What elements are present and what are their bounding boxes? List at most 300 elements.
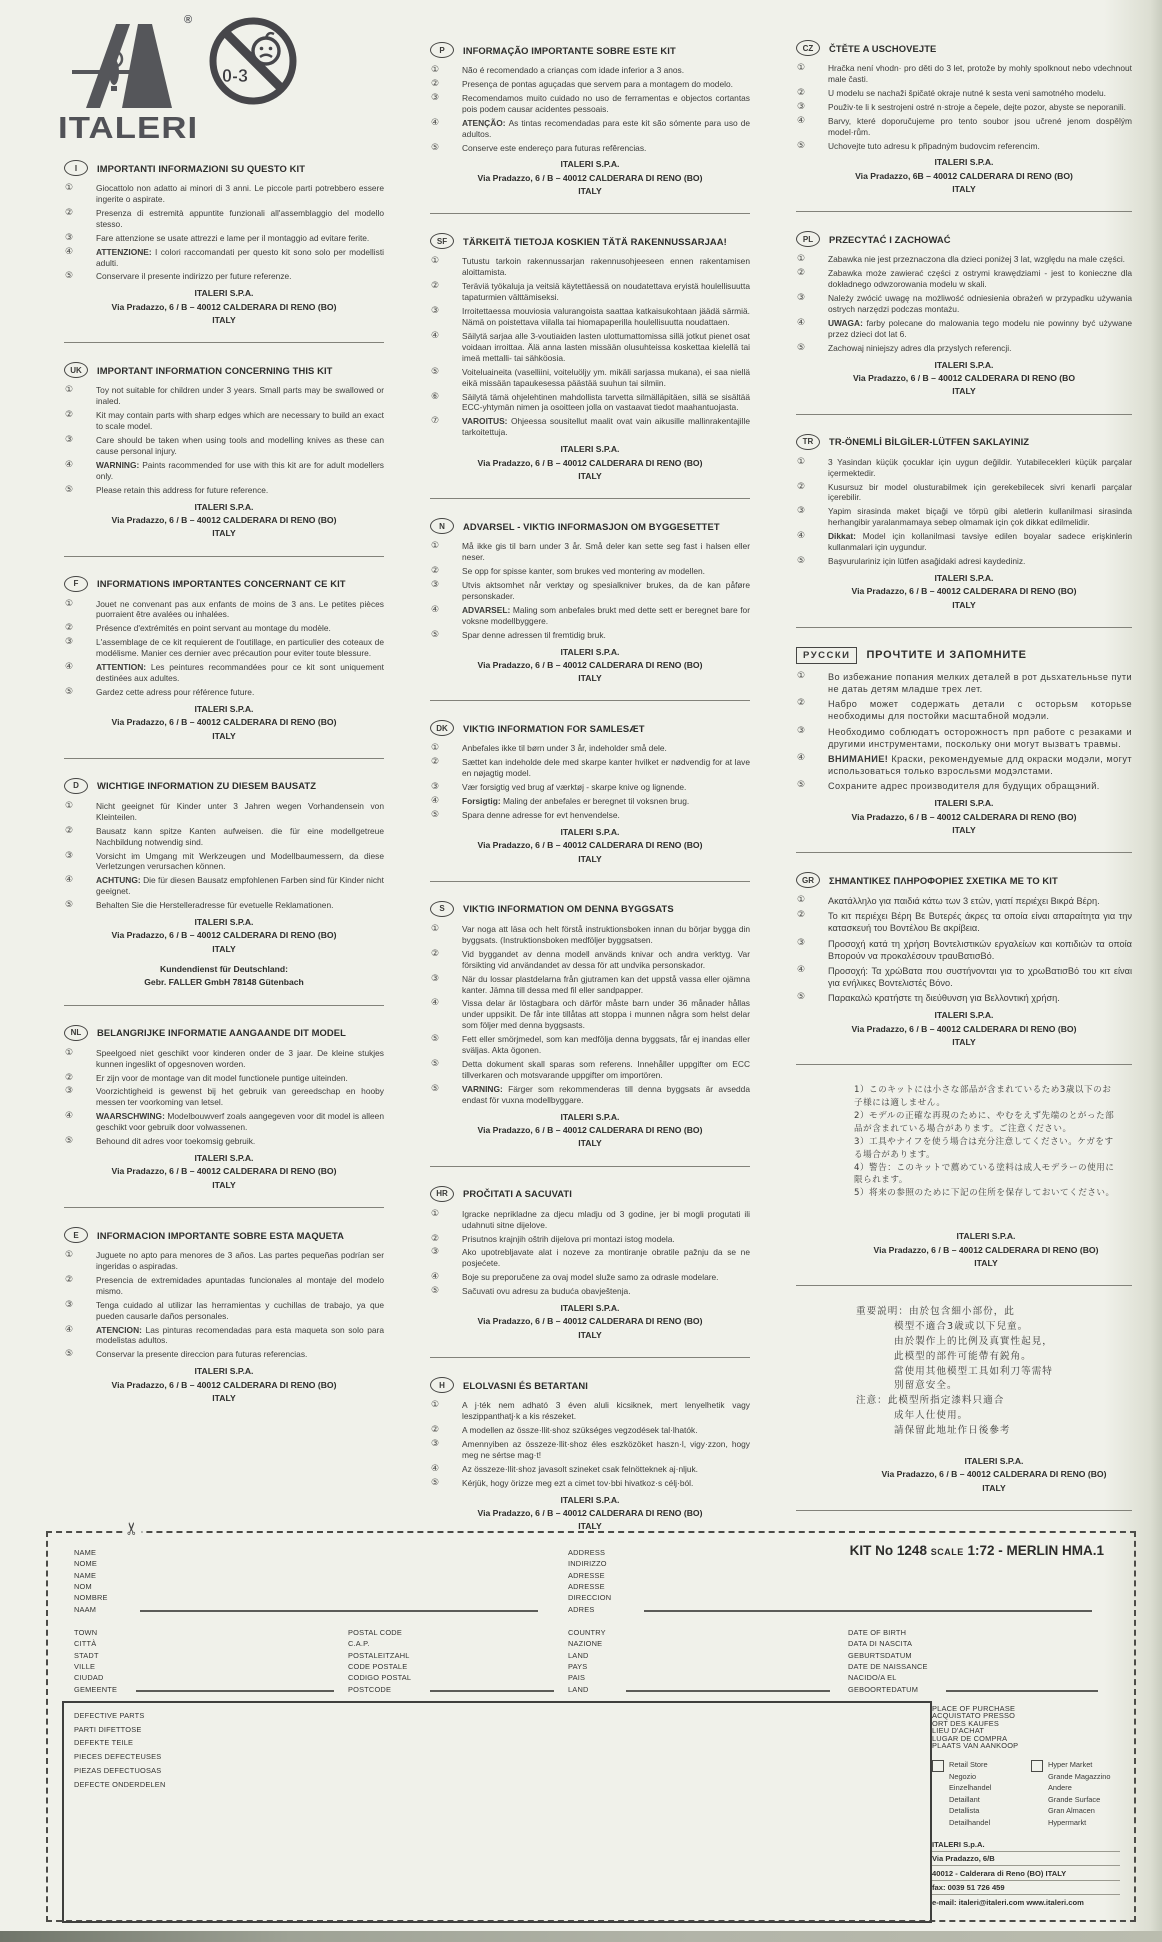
address-line: ITALERI S.P.A. xyxy=(194,1366,254,1377)
item-text: VAROITUS: Ohjeessa sousitellut maalit ovat vain aikusille mallinrakentajille tarkoitettuja. xyxy=(462,416,750,438)
lang-section-uk xyxy=(64,362,384,540)
instruction-item xyxy=(430,1209,750,1231)
text-line: 重要説明：由於包含細小部份，此 xyxy=(856,1306,1015,1318)
instruction-item xyxy=(796,698,1132,722)
lang-section-n xyxy=(430,518,750,685)
instruction-item xyxy=(796,895,1132,907)
town-field-group xyxy=(74,1629,340,1693)
instruction-item xyxy=(64,1325,384,1347)
company-info-line: fax: 0039 51 726 459 xyxy=(932,1880,1120,1895)
item-text: WAARSCHWING: Modelbouwverf zoals aangegeven voor dit model is alleen geschikt voor gebruik door volwassenen. xyxy=(96,1111,384,1133)
instruction-item xyxy=(430,743,750,754)
postal-code-labels xyxy=(348,1629,560,1693)
item-number: ④ xyxy=(65,459,74,470)
item-number: ⑦ xyxy=(431,416,440,427)
section-divider xyxy=(430,213,750,214)
instruction-item xyxy=(796,671,1132,695)
hyper-market-checkbox[interactable] xyxy=(1031,1760,1043,1772)
address-line: ITALERI S.P.A. xyxy=(964,1455,1024,1466)
instruction-item xyxy=(430,810,750,821)
item-text: Сохраните адрес производителя для будущих обращэний. xyxy=(828,781,1100,792)
lang-section-h xyxy=(430,1377,750,1533)
address-input-line[interactable] xyxy=(644,1610,1092,1612)
item-text: Nicht geeignet für Kinder unter 3 Jahren wegen Vorhandensein von Kleinteilen. xyxy=(96,800,384,822)
item-text: Amennyiben az összeze·llit·shoz éles eszközöket haszn·l, vigy·zzon, hogy meg ne sértse mag·t! xyxy=(462,1438,750,1460)
text-line: 別留意安全。 xyxy=(894,1380,958,1392)
instruction-item xyxy=(430,392,750,414)
address-block xyxy=(430,1494,750,1534)
item-number: ④ xyxy=(65,1111,74,1122)
instruction-item xyxy=(430,630,750,641)
item-number: ⑤ xyxy=(65,900,74,911)
item-number: ④ xyxy=(65,662,74,673)
item-text: Anbefales ikke til børn under 3 år, indeholder små dele. xyxy=(462,743,667,754)
defective-parts-label: PIEZAS DEFECTUOSAS xyxy=(74,1765,162,1775)
item-number: ⑤ xyxy=(797,992,806,1003)
instruction-item xyxy=(64,271,384,282)
item-number: ② xyxy=(431,1424,440,1435)
item-number: ① xyxy=(431,65,440,75)
item-number: ④ xyxy=(797,318,806,328)
address-block xyxy=(430,1111,750,1151)
address-line: Via Pradazzo, 6 / B – 40012 CALDERARA DI RENO (BO) xyxy=(477,659,703,670)
purchase-options xyxy=(932,1759,1120,1828)
address-line: Via Pradazzo, 6 / B – 40012 CALDERARA DI RENO (BO) xyxy=(477,840,703,851)
instruction-item xyxy=(430,256,750,278)
item-number: ① xyxy=(65,385,74,396)
address-line: ITALERI S.P.A. xyxy=(560,1303,620,1314)
item-number: ① xyxy=(65,1250,74,1261)
address-line: Via Pradazzo, 6 / B – 40012 CALDERARA DI RENO (BO) xyxy=(873,1244,1099,1255)
instruction-item xyxy=(64,662,384,684)
address-line: ITALERI S.P.A. xyxy=(956,1231,1016,1242)
item-text: Použiv·te li k sestrojeni ostré n·stroje a čepele, dejte pozor, abyste se neporanili. xyxy=(828,101,1126,112)
item-number: ④ xyxy=(431,117,440,128)
item-text: Er zijn voor de montage van dit model functionele puntige uiteinden. xyxy=(96,1072,348,1083)
place-of-purchase-label: LIEU D'ACHAT xyxy=(932,1726,985,1736)
language-badge: H xyxy=(430,1377,454,1393)
section-header xyxy=(430,518,750,534)
address-line: ITALERI S.P.A. xyxy=(934,359,994,370)
item-text: När du lossar plastdelarna från gjutramen kan det uppstå vassa eller ojämna kanter. Jämna till dessa med fil eller sandpapper. xyxy=(462,973,750,995)
item-text: Yapim sirasinda maket biçaği ve törpü gibi aletlerin kullanilmasi sirasinda herhangibir yaralanmamaya sebep olmamak için çok dikkat edilmelidir. xyxy=(828,506,1132,528)
instruction-item xyxy=(64,623,384,634)
item-number: ② xyxy=(797,698,806,709)
item-text: WARNING: Paints racommended for use with this kit are for adult modellers only. xyxy=(96,459,384,481)
address-block xyxy=(64,916,384,956)
address-line: ITALY xyxy=(578,1329,602,1340)
town-label: STADT xyxy=(74,1650,99,1660)
instruction-item xyxy=(430,974,750,996)
section-divider xyxy=(64,758,384,759)
instruction-item xyxy=(64,1086,384,1108)
language-badge: SF xyxy=(430,233,454,249)
item-number: ④ xyxy=(797,752,806,763)
language-badge: UK xyxy=(64,362,88,378)
item-text: ACHTUNG: Die für diesen Bausatz empfohlenen Farben sind für Kinder nicht geeignet. xyxy=(96,875,384,897)
item-number: ③ xyxy=(797,725,806,736)
scissors-cut-icon: ✂ xyxy=(122,1521,143,1536)
item-number: ① xyxy=(797,670,806,681)
item-text: Conserve este endereço para futuras refêrencias. xyxy=(462,142,647,153)
instruction-item xyxy=(430,1464,750,1475)
address-labels xyxy=(568,1549,1096,1613)
address-line: Via Pradazzo, 6 / B – 40012 CALDERARA DI RENO (BO) xyxy=(851,586,1077,597)
country-field-group xyxy=(568,1629,836,1693)
place-of-purchase-labels xyxy=(932,1705,1120,1749)
instruction-item xyxy=(64,1136,384,1147)
instruction-item xyxy=(64,1250,384,1272)
address-line: Via Pradazzo, 6 / B – 40012 CALDERARA DI RENO (BO) xyxy=(111,1166,337,1177)
instruction-item xyxy=(430,281,750,303)
defective-parts-label: PIECES DEFECTEUSES xyxy=(74,1752,162,1762)
item-number: ⑤ xyxy=(797,556,806,567)
language-badge: РУССКИ xyxy=(796,647,857,664)
section-header xyxy=(430,233,750,249)
item-number: ③ xyxy=(797,101,806,112)
language-badge: DK xyxy=(430,720,454,736)
lang-section-gr xyxy=(796,872,1132,1049)
item-number: ④ xyxy=(431,796,440,807)
retail-store-option xyxy=(932,1759,1021,1828)
retail-store-label: Detaillant xyxy=(949,1794,980,1804)
language-badge: GR xyxy=(796,872,820,888)
instruction-item xyxy=(430,1272,750,1283)
lang-section-tr xyxy=(796,434,1132,612)
town-input-line[interactable] xyxy=(136,1690,334,1692)
address-line: Via Pradazzo, 6 / B – 40012 CALDERARA DI RENO (BO) xyxy=(851,1023,1077,1034)
item-text: ВНИМАНИЕ! Краски, рекомендуемые длд окраски модэли, могут использоваться только взросльѕми модэлстами. xyxy=(828,753,1132,776)
item-number: ⑤ xyxy=(431,1286,440,1297)
hyper-market-label: Gran Almacen xyxy=(1048,1806,1095,1816)
item-number: ② xyxy=(797,87,806,98)
address-block xyxy=(430,443,750,483)
hyper-market-label: Grande Magazzino xyxy=(1048,1771,1111,1781)
section-divider xyxy=(430,881,750,882)
item-number: ⑤ xyxy=(65,687,74,697)
address-block xyxy=(854,1230,1118,1270)
section-divider xyxy=(64,1005,384,1006)
address-block xyxy=(430,826,750,866)
item-text: ATTENTION: Les peintures recommandées pour ce kit sont uniquement destinées aux adultes. xyxy=(96,662,384,684)
item-number: ① xyxy=(431,256,440,267)
instruction-item xyxy=(64,460,384,482)
date-of-birth-label: NACIDO/A EL xyxy=(848,1673,897,1683)
lang-section-cz xyxy=(796,40,1132,196)
item-text: Zabawka może zawierać części z ostrymi krawędziami - jest to konieczne dla dokładnego odwzorowania modelu w skali. xyxy=(828,268,1132,290)
section-divider xyxy=(796,627,1132,628)
address-line: ITALY xyxy=(212,1392,236,1403)
lang-section-ru xyxy=(796,647,1132,837)
date-of-birth-label: DATE DE NAISSANCE xyxy=(848,1661,928,1671)
lang-section-dk xyxy=(430,720,750,865)
kit-scale-word: SCALE xyxy=(930,1547,964,1557)
postal-code-label: CODIGO POSTAL xyxy=(348,1673,412,1683)
instruction-item xyxy=(796,343,1132,354)
item-text: Gardez cette adress pour référence future. xyxy=(96,687,255,697)
name-label: NAAM xyxy=(74,1604,97,1614)
item-number: ② xyxy=(65,207,74,218)
item-text: Conservar la presente direccion para futuras referencias. xyxy=(96,1349,308,1360)
item-number: ④ xyxy=(431,1272,440,1283)
address-label: ADDRESS xyxy=(568,1548,606,1557)
section-divider xyxy=(796,414,1132,415)
item-number: ④ xyxy=(431,1463,440,1474)
address-label: ADRES xyxy=(568,1604,595,1614)
section-title: ПРОЧТИТЕ И ЗАПОМНИТЕ xyxy=(866,649,1027,662)
item-number: ③ xyxy=(431,306,440,317)
instruction-item xyxy=(796,992,1132,1004)
address-line: ITALERI S.P.A. xyxy=(560,444,620,455)
company-info-line: ITALERI S.p.A. xyxy=(932,1839,985,1849)
item-text: Uchovejte tuto adresu k připadným budovcim referencim. xyxy=(828,140,1040,151)
section-header xyxy=(430,901,750,917)
instruction-item xyxy=(64,1349,384,1360)
section-header xyxy=(64,576,384,592)
item-number: ⑤ xyxy=(797,140,806,151)
item-number: ① xyxy=(797,254,806,265)
instruction-item xyxy=(796,556,1132,567)
item-number: ③ xyxy=(65,1086,74,1097)
address-line: ITALY xyxy=(952,386,976,397)
postal-code-input-line[interactable] xyxy=(430,1690,554,1692)
hyper-market-labels xyxy=(1048,1759,1110,1828)
address-line: ITALY xyxy=(952,824,976,835)
section-divider xyxy=(796,1064,1132,1065)
address-line: ITALY xyxy=(578,186,602,197)
section-title: INFORMACION IMPORTANTE SOBRE ESTA MAQUETA xyxy=(97,1229,344,1241)
date-of-birth-label: GEBURTSDATUM xyxy=(848,1650,912,1660)
item-number: ③ xyxy=(797,506,806,517)
instruction-item xyxy=(430,1478,750,1489)
retail-store-label: Retail Store xyxy=(949,1760,988,1770)
lang-section-p xyxy=(430,42,750,198)
item-number: ⑤ xyxy=(797,342,806,353)
language-badge: HR xyxy=(430,1186,454,1202)
section-title: PRZECYTAĆ I ZACHOWAĆ xyxy=(829,233,951,245)
address-line: Via Pradazzo, 6 / B – 40012 CALDERARA DI RENO (BO) xyxy=(477,1507,703,1518)
item-text: Το κιτ περιέχει Βέρη Βε Βυτερές άκρες τα οποία είναι απαραίτητα για την κατασκευή του Βοντέλου Βε ακρίβεια. xyxy=(828,911,1132,934)
instruction-item xyxy=(64,599,384,621)
instruction-item xyxy=(796,88,1132,99)
date-of-birth-labels xyxy=(848,1629,1098,1693)
lang-section-jp xyxy=(796,1084,1132,1270)
age-warning-0-3-icon xyxy=(206,14,300,108)
instruction-item xyxy=(796,102,1132,113)
address-line: ITALY xyxy=(578,853,602,864)
section-header xyxy=(64,1025,384,1041)
instruction-item xyxy=(64,385,384,407)
section-title: VIKTIG INFORMATION FOR SAMLESÆT xyxy=(463,722,645,734)
language-badge: N xyxy=(430,518,454,534)
item-text: Voorzichtigheid is gewenst bij het gebruik van gereedschap en hooby messen ter voorkoming van letsel. xyxy=(96,1086,384,1108)
instruction-item xyxy=(430,306,750,328)
instruction-item xyxy=(430,79,750,90)
item-text: Kusursuz bir model olusturabilmek için gerekebilecek sivri kenarli parçalar içerebilir. xyxy=(828,481,1132,503)
item-number: ④ xyxy=(797,964,806,975)
instruction-item xyxy=(430,1400,750,1422)
language-badge: I xyxy=(64,160,88,176)
defective-parts-label: PARTI DIFETTOSE xyxy=(74,1724,142,1734)
place-of-purchase-panel xyxy=(932,1705,1120,1905)
address-block xyxy=(64,287,384,327)
item-text: Behound dit adres voor toekomsig gebruik. xyxy=(96,1136,256,1147)
item-number: ① xyxy=(797,895,806,906)
instruction-item xyxy=(796,531,1132,553)
instruction-item xyxy=(430,757,750,779)
country-label: COUNTRY xyxy=(568,1628,606,1637)
address-block xyxy=(64,1152,384,1192)
item-number: ③ xyxy=(431,92,440,103)
item-number: ① xyxy=(797,456,806,467)
retail-store-label: Einzelhandel xyxy=(949,1783,992,1793)
section-title: INFORMAÇÃO IMPORTANTE SOBRE ESTE KIT xyxy=(463,44,676,56)
text-line: 由於製作上的比例及真實性起見， xyxy=(894,1335,1053,1347)
address-line: ITALY xyxy=(578,673,602,684)
section-divider xyxy=(796,852,1132,853)
address-block xyxy=(796,797,1132,837)
instruction-item xyxy=(430,1425,750,1436)
instruction-item xyxy=(64,1111,384,1133)
item-text: Please retain this address for future reference. xyxy=(96,484,269,495)
column-2 xyxy=(430,14,751,1532)
text-line: 2）モデルの正確な再現のために、やむをえず先端のとがった部品が含まれている場合があります。ご注意ください。 xyxy=(854,1110,1115,1134)
instruction-item xyxy=(64,183,384,205)
item-text: Hračka není vhodn· pro děti do 3 let, protože by mohly spolknout nebo vdechnout male časti. xyxy=(828,63,1132,84)
language-badge: TR xyxy=(796,434,820,450)
item-text: Vissa delar är löstagbara och därför måste barn under 36 månader hållas under uppsikit. De får inte tillåtas att stoppa i munnen några som helst delar som följer med denna byggsasts. xyxy=(462,998,750,1031)
instruction-item xyxy=(64,1048,384,1070)
item-text: Utvis aktsomhet når verktøy og spesialkniver brukes, da de kan påføre personskader. xyxy=(462,579,750,601)
item-number: ① xyxy=(431,923,440,934)
address-line: ITALERI S.P.A. xyxy=(934,157,994,168)
item-text: ATTENZIONE: I colori raccomandati per questo kit sono solo per modellisti adulti. xyxy=(96,246,385,268)
registered-trademark: ® xyxy=(184,14,193,26)
town-labels xyxy=(74,1629,340,1693)
date-of-birth-label: DATA DI NASCITA xyxy=(848,1639,913,1649)
defective-parts-box[interactable] xyxy=(62,1701,932,1923)
instruction-item xyxy=(796,965,1132,989)
item-text: 3 Yasindan küçük çocuklar için uygun değildir. Yutabilecekleri küçük parçalar içermektedir. xyxy=(828,456,1132,478)
name-input-line[interactable] xyxy=(140,1610,538,1612)
item-number: ① xyxy=(431,1208,440,1219)
item-number: ④ xyxy=(65,246,74,257)
item-text: Vid byggandet av denna modell används knivar och andra verktyg. Var försikting vid användandet av dessa för att undvika personskador. xyxy=(462,948,750,970)
hyper-market-label: Grande Surface xyxy=(1048,1794,1101,1804)
item-number: ② xyxy=(431,281,440,292)
town-label: VILLE xyxy=(74,1661,96,1671)
item-number: ③ xyxy=(431,782,440,793)
instruction-item xyxy=(430,65,750,76)
italeri-logo-icon xyxy=(64,16,182,112)
section-title: INFORMATIONS IMPORTANTES CONCERNANT CE KIT xyxy=(97,578,346,590)
item-text: Jouet ne convenant pas aux enfants de moins de 3 ans. Le petites pièces puorraient être avalées ou inhalées. xyxy=(96,598,384,620)
item-number: ⑤ xyxy=(65,484,74,495)
address-line: Via Pradazzo, 6 / B – 40012 CALDERARA DI RENO (BO) xyxy=(477,457,703,468)
item-number: ⑤ xyxy=(65,1136,74,1147)
item-number: ① xyxy=(65,800,74,811)
section-divider xyxy=(796,1510,1132,1511)
item-text: Набро может содержать детали с осторьѕм которьѕе необходимы для постойки масштабной модэли. xyxy=(828,699,1132,722)
instruction-item xyxy=(64,851,384,873)
country-label: PAYS xyxy=(568,1661,588,1671)
item-text: Speelgoed niet geschikt voor kinderen onder de 3 jaar. De kleine stukjes kunnen ingeslikt of opgesnoven worden. xyxy=(96,1047,384,1069)
item-number: ③ xyxy=(431,1438,440,1449)
item-text: Não é recomendado a crianças com idade inferior a 3 anos. xyxy=(462,65,685,75)
item-number: ② xyxy=(65,1274,74,1285)
column-1 xyxy=(58,14,385,1520)
item-text: Forsigtig: Maling der anbefales er beregnet til voksnen brug. xyxy=(462,796,690,807)
address-line: ITALERI S.P.A. xyxy=(560,159,620,170)
item-number: ③ xyxy=(65,637,74,648)
instruction-item xyxy=(430,566,750,577)
date-of-birth-input-line[interactable] xyxy=(946,1690,1098,1692)
item-text: Fett eller smörjmedel, som kan medfölja denna byggsats, får ej inandas eller sväljas. Akta ögonen. xyxy=(462,1034,750,1056)
country-input-line[interactable] xyxy=(626,1690,830,1692)
item-text: Juguete no apto para menores de 3 años. Las partes pequeñas podrían ser ingeridas o aspiradas. xyxy=(96,1250,384,1271)
item-text: Προσοχή κατά τη χρήση Βοντελιστικών εργαλείων και κοπιδιών τα οποία Βπορούν να προκαλέσουν τραυΒατισΒό. xyxy=(828,938,1132,961)
defective-parts-label: DEFECTE ONDERDELEN xyxy=(74,1779,166,1789)
address-line: ITALERI S.P.A. xyxy=(934,573,994,583)
address-line: Via Pradazzo, 6 / B – 40012 CALDERARA DI RENO (BO) xyxy=(111,301,337,312)
retail-store-labels xyxy=(949,1759,991,1828)
address-line: ITALY xyxy=(952,184,976,195)
lang-section-pl xyxy=(796,231,1132,398)
instruction-item xyxy=(430,924,750,946)
item-text: Säilytä sarjaa alle 3-voutiaiden lasten ulottumattomissa sillä jotkut pienet osat voidaan irroittaa. Älä anna lasten missään olusuhteissa koskettaa kielellä tai imeä mettalli- tai sähköosia. xyxy=(462,330,750,363)
postal-code-label: C.A.P. xyxy=(348,1639,370,1649)
address-block xyxy=(796,572,1132,612)
item-number: ④ xyxy=(797,115,806,126)
item-text: Sačuvati ovu adresu za buduća obavještenja. xyxy=(462,1286,631,1297)
address-block xyxy=(64,501,384,541)
address-line: Via Pradazzo, 6B – 40012 CALDERARA DI RENO (BO) xyxy=(855,170,1073,181)
item-text: Giocattolo non adatto ai minori di 3 anni. Le piccole parti potrebbero essere ingerite o aspirate. xyxy=(96,183,384,204)
company-info-line: 40012 - Calderara di Reno (BO) ITALY xyxy=(932,1865,1120,1880)
address-label: INDIRIZZO xyxy=(568,1559,607,1569)
item-number: ④ xyxy=(65,1324,74,1335)
instruction-item xyxy=(64,208,384,230)
text-line: 請保留此地址作日後參考 xyxy=(894,1425,1011,1437)
address-line: Via Pradazzo, 6 / B – 40012 CALDERARA DI RENO (BO) xyxy=(111,717,337,728)
kit-scale-name: 1:72 - MERLIN HMA.1 xyxy=(963,1543,1104,1558)
item-number: ③ xyxy=(431,1247,440,1258)
language-badge: PL xyxy=(796,231,820,247)
address-line: ITALY xyxy=(982,1482,1006,1493)
address-block xyxy=(430,158,750,198)
instruction-item xyxy=(64,1300,384,1322)
instruction-item xyxy=(430,796,750,807)
country-label: LAND xyxy=(568,1684,589,1694)
item-text: Prisutnos krajnjih oštrih dijelova pri montazi istog modela. xyxy=(462,1233,675,1244)
section-title: TÄRKEITÄ TIETOJA KOSKIEN TÄTÄ RAKENNUSSARJAA! xyxy=(463,235,727,247)
item-number: ③ xyxy=(797,937,806,948)
retail-store-checkbox[interactable] xyxy=(932,1760,944,1772)
hyper-market-label: Hyper Market xyxy=(1048,1760,1093,1770)
item-text: Tenga cuidado al utilizar las herramientas y cuchillas de trabajo, ya que pueden causarle daños personales. xyxy=(96,1299,384,1321)
instruction-item xyxy=(796,318,1132,340)
instruction-item xyxy=(430,1234,750,1245)
item-text: Ακατάλληλο για παιδιά κάτω των 3 ετών, γιατί περιέχει Βικρά Βέρη. xyxy=(828,896,1100,907)
lang-section-e xyxy=(64,1227,384,1405)
place-of-purchase-label: ORT DES KAUFES xyxy=(932,1718,1000,1728)
item-text: Προσοχή: Τα χρώΒατα που συστήνονται για το χρωΒατισΒό του κιτ είναι για ενήλικες Βοντελιστές Βόνο. xyxy=(828,965,1132,988)
instruction-item xyxy=(430,1286,750,1297)
item-number: ③ xyxy=(65,850,74,861)
section-header xyxy=(796,434,1132,450)
defective-parts-labels xyxy=(74,1712,194,1788)
lang-section-s xyxy=(430,901,750,1151)
